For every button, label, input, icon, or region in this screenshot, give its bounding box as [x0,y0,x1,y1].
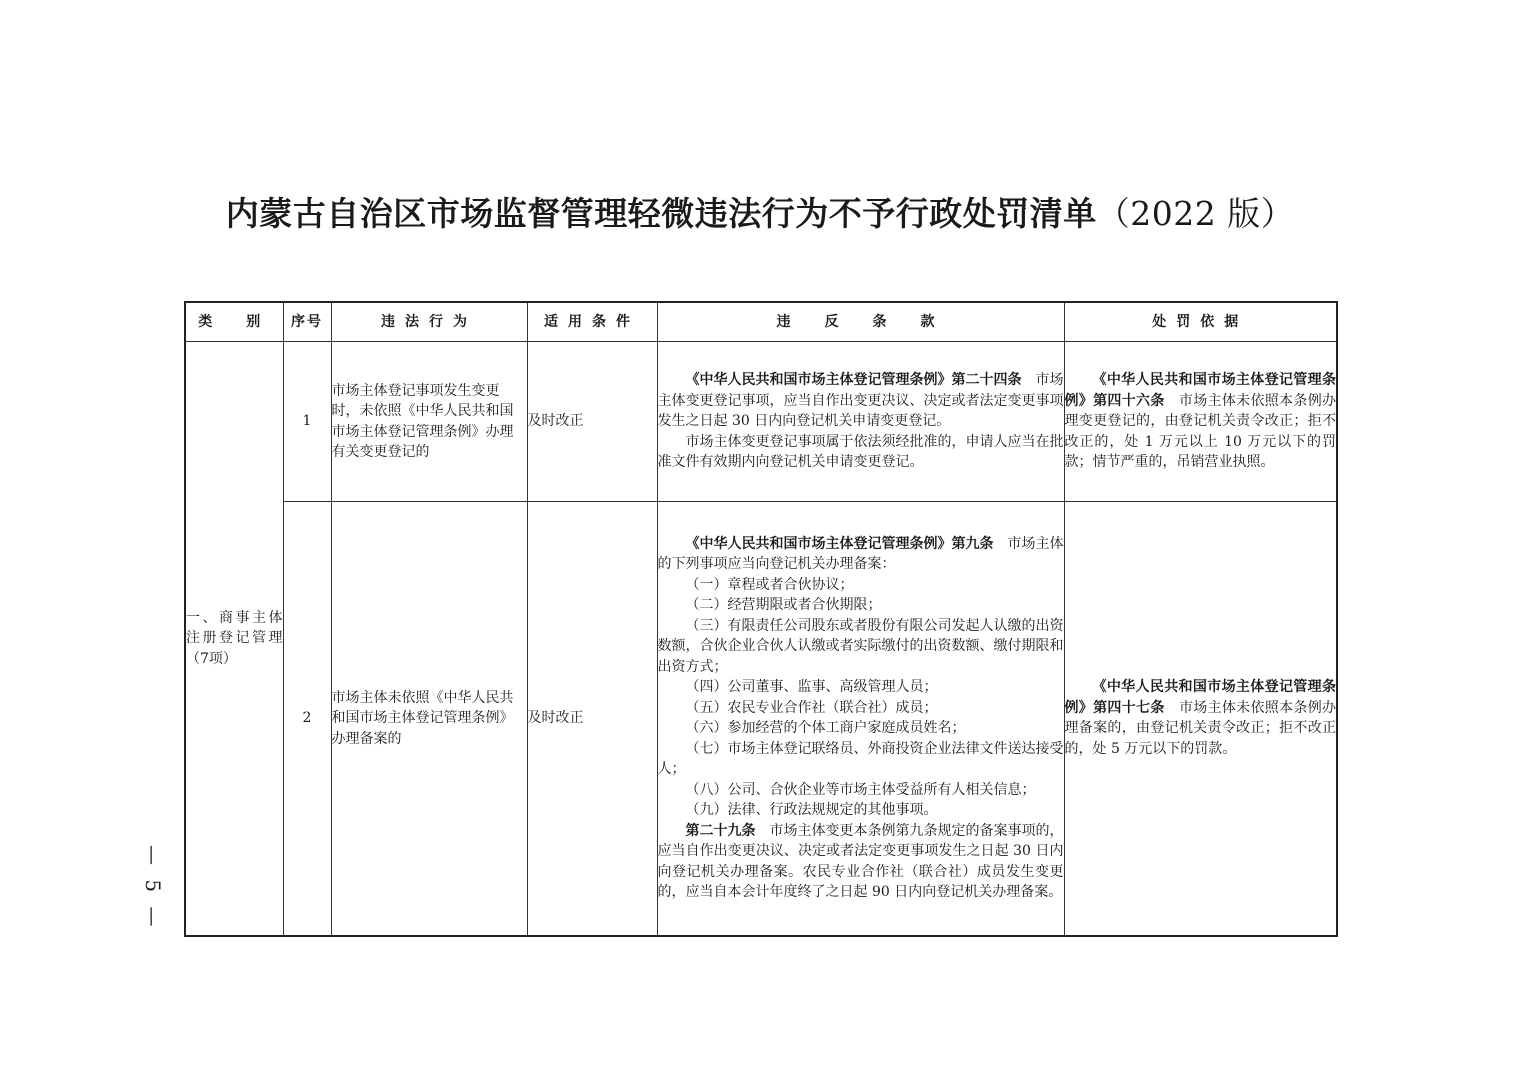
clause-item: （一）章程或者合伙协议； [685,576,854,593]
basis-cell [1064,342,1337,502]
header-category: 类 别 [185,302,283,342]
header-act: 违法行为 [331,302,527,342]
clause-item: （六）参加经营的个体工商户家庭成员姓名； [685,720,966,737]
basis-cell [1064,502,1337,936]
seq-cell: 2 [283,502,331,936]
condition-cell: 及时改正 [527,502,657,936]
clause-cell [657,502,1064,936]
header-seq: 序号 [283,302,331,342]
clause-article-text: 市场主体变更登记事项，应当自作出变更决议、决定或者法定变更事项发生之日起 30 日内向登记机关申请变更登记。 [657,372,1064,430]
basis-article-bold: 《中华人民共和国市场主体登记管理条例》第四十七条 [1064,679,1336,716]
page-number-text: — 5 — [141,845,165,931]
title-suffix: （2022 版） [1096,194,1295,233]
basis-article-text: 市场主体未依照本条例办理备案的，由登记机关责令改正；拒不改正的，处 5 万元以下的罚款。 [1064,699,1337,757]
header-condition: 适用条件 [527,302,657,342]
clause-paragraph-2 [658,821,1064,903]
act-cell: 市场主体登记事项发生变更时，未依照《中华人民共和国市场主体登记管理条例》办理有关变更登记的 [331,342,527,502]
header-basis: 处罚依据 [1064,302,1337,342]
clause-paragraph-2: 市场主体变更登记事项属于依法须经批准的，申请人应当在批准文件有效期内向登记机关申请变更登记。 [657,433,1064,471]
basis-article-bold: 《中华人民共和国市场主体登记管理条例》第四十六条 [1064,372,1336,409]
act-cell: 市场主体未依照《中华人民共和国市场主体登记管理条例》办理备案的 [331,502,527,936]
clause2-article-text: 市场主体变更本条例第九条规定的备案事项的，应当自作出变更决议、决定或者法定变更事项发生之日起 30 日内向登记机关办理备案。农民专业合作社（联合社）成员发生变更的，应当自本会计年度终了之日起 90 日内向登记机关办理备案。 [657,822,1064,901]
clause-paragraph [658,534,1064,575]
penalty-list-table [184,301,1338,937]
condition-cell: 及时改正 [527,342,657,502]
page-title [0,188,1520,235]
clause-cell [657,342,1064,502]
header-clause: 违 反 条 款 [657,302,1064,342]
clause-item: （八）公司、合伙企业等市场主体受益所有人相关信息； [685,781,1036,798]
clause-article-bold: 《中华人民共和国市场主体登记管理条例》第九条 [685,535,994,552]
title-main: 内蒙古自治区市场监督管理轻微违法行为不予行政处罚清单 [225,194,1097,233]
page-number [138,812,168,931]
clause-item: （四）公司董事、监事、高级管理人员； [685,679,938,696]
basis-paragraph [1065,370,1337,473]
table-row [185,342,1337,502]
clause-article-bold: 《中华人民共和国市场主体登记管理条例》第二十四条 [685,372,1022,389]
basis-article-text: 市场主体未依照本条例办理变更登记的，由登记机关责令改正；拒不改正的，处 1 万元以上 10 万元以下的罚款；情节严重的，吊销营业执照。 [1064,392,1337,471]
seq-cell: 1 [283,342,331,502]
clause-item: （五）农民专业合作社（联合社）成员； [685,699,938,716]
clause-paragraph [658,370,1064,432]
clause-item: （九）法律、行政法规规定的其他事项。 [685,802,938,819]
clause-item: （三）有限责任公司股东或者股份有限公司发起人认缴的出资数额，合伙企业合伙人认缴或者实际缴付的出资数额、缴付期限和出资方式； [657,617,1064,675]
basis-paragraph [1065,677,1337,759]
category-cell: 一、商事主体注册登记管理（7项） [185,342,283,936]
table-row [185,502,1337,936]
clause-item: （七）市场主体登记联络员、外商投资企业法律文件送达接受人； [657,740,1064,778]
table-header-row [185,302,1337,342]
clause-article-text: 市场主体的下列事项应当向登记机关办理备案： [657,535,1064,573]
clause2-article-bold: 第二十九条 [685,822,756,839]
clause-item: （二）经营期限或者合伙期限； [685,597,882,614]
